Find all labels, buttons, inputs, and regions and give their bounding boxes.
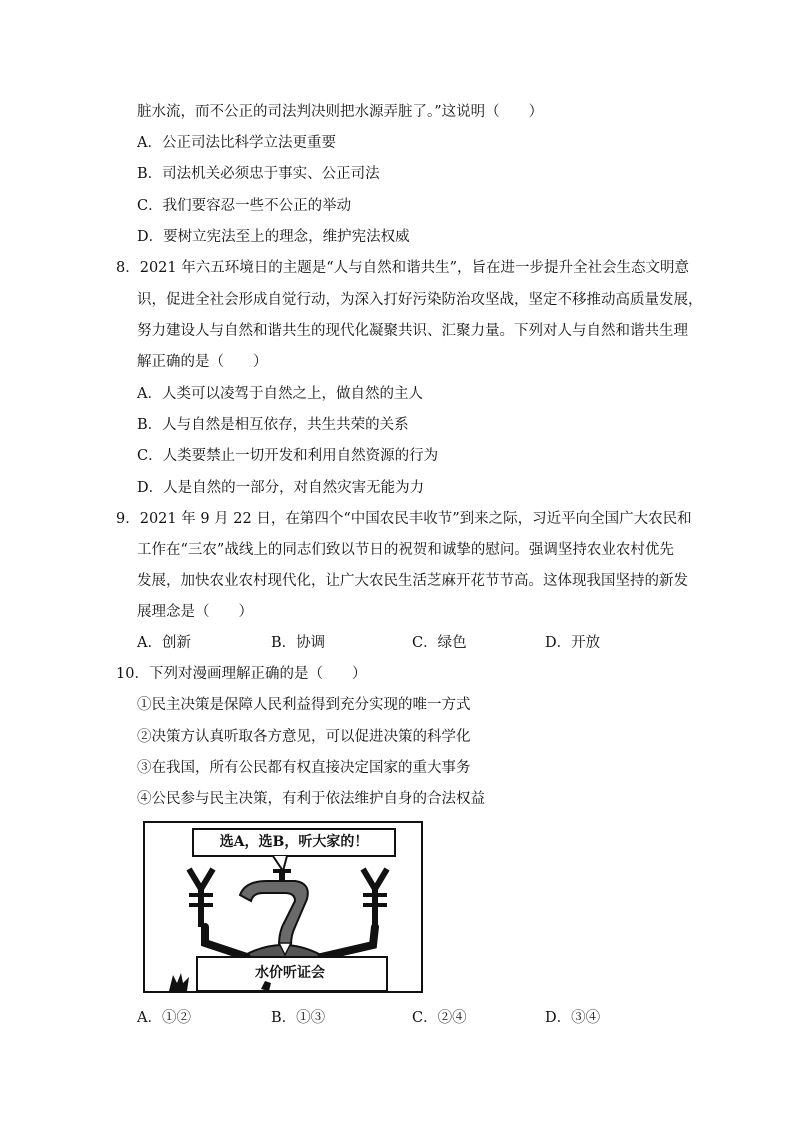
right-arm: [321, 927, 375, 957]
q9-stem-line-2: 工作在“三农”战线上的同志们致以节日的祝贺和诚挚的慰问。强调坚持农业农村优先: [137, 542, 674, 558]
q8-option-b: B．人与自然是相互依存，共生共荣的关系: [137, 417, 409, 433]
q9-stem-line-1: 9．2021 年 9 月 22 日，在第四个“中国农民丰收节”到来之际，习近平向全国广大农民和: [116, 511, 692, 527]
q7-option-d: D．要树立宪法至上的理念，维护宪法权威: [137, 229, 410, 245]
q9-option-a: A．创新: [137, 635, 191, 651]
q9-option-d: D．开放: [545, 635, 601, 651]
q10-statement-2: ②决策方认真听取各方意见，可以促进决策的科学化: [137, 729, 471, 745]
left-arm: [205, 927, 247, 957]
q9-stem-line-3: 发展，加快农业农村现代化，让广大农民生活芝麻开花节节高。这体现我国坚持的新发: [137, 573, 688, 589]
q7-option-c: C．我们要容忍一些不公正的举动: [137, 198, 352, 214]
q10-option-b: B．①③: [271, 1010, 326, 1026]
raised-hand: [169, 973, 189, 991]
faucet-handle: [273, 869, 291, 873]
q8-stem-line-3: 努力建设人与自然和谐共生的现代化凝聚共识、汇聚力量。下列对人与自然和谐共生理: [137, 323, 688, 339]
q10-option-a: A．①②: [137, 1010, 191, 1026]
q8-option-d: D．人是自然的一部分，对自然灾害无能为力: [137, 480, 425, 496]
q10-options-row: [137, 1008, 697, 1028]
left-yuan-sign: [189, 869, 213, 927]
faucet-head: [240, 881, 308, 945]
q7-option-b: B．司法机关必须忠于事实、公正司法: [137, 166, 380, 182]
q10-stem: 10．下列对漫画理解正确的是（ ）: [116, 666, 367, 682]
q10-statement-1: ①民主决策是保障人民利益得到充分实现的唯一方式: [137, 697, 471, 713]
q10-statement-4: ④公民参与民主决策，有利于依法维护自身的合法权益: [137, 791, 485, 807]
speech-bubble-tail: [273, 856, 287, 871]
desk-sign-text: 水价听证会: [255, 965, 325, 981]
q8-stem-line-4: 解正确的是（ ）: [137, 354, 268, 370]
speech-bubble-text: 选A，选B，听大家的！: [219, 834, 369, 850]
q7-option-a: A．公正司法比科学立法更重要: [137, 135, 336, 151]
right-yuan-sign: [363, 869, 387, 927]
q8-stem-line-2: 识，促进全社会形成自觉行动，为深入打好污染防治攻坚战，坚定不移推动高质量发展，: [137, 292, 703, 308]
q9-options-row: [137, 633, 697, 653]
q7-stem-continuation: 脏水流，而不公正的司法判决则把水源弄脏了。”这说明（ ）: [137, 104, 544, 120]
q9-option-b: B．协调: [271, 635, 326, 651]
q10-option-c: C．②④: [412, 1010, 467, 1026]
q8-stem-line-1: 8．2021 年六五环境日的主题是“人与自然和谐共生”，旨在进一步提升全社会生态文明意: [116, 260, 690, 276]
q10-option-d: D．③④: [545, 1010, 601, 1026]
q10-statement-3: ③在我国，所有公民都有权直接决定国家的重大事务: [137, 760, 471, 776]
q9-option-c: C．绿色: [412, 635, 467, 651]
water-price-hearing-cartoon: [143, 821, 423, 993]
q8-option-a: A．人类可以凌驾于自然之上，做自然的主人: [137, 386, 423, 402]
q9-stem-line-4: 展理念是（ ）: [137, 604, 253, 620]
q8-option-c: C．人类要禁止一切开发和利用自然资源的行为: [137, 448, 439, 464]
